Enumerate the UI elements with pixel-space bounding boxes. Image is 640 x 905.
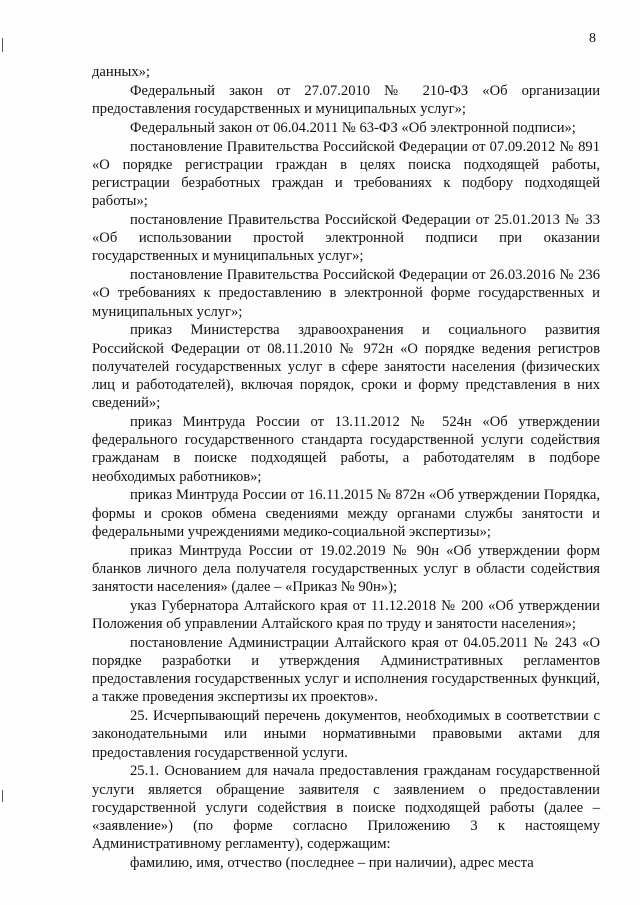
paragraph: приказ Минтруда России от 13.11.2012 № 524н «Об утверждении федерального государственного стандарта государственной услуги содействия гражданам в поиске подходящей работы, а работодателям в подборе необходимых работников»;	[92, 414, 600, 485]
paragraph: Федеральный закон от 06.04.2011 № 63-ФЗ «Об электронной подписи»;	[130, 119, 576, 136]
paragraph: постановление Администрации Алтайского края от 04.05.2011 № 243 «О порядке разработки и утверждения Административных регламентов предоставления государственных услуг и исполнения государственных функций, а также проведения экспертизы их проектов».	[92, 634, 600, 706]
section-heading-paragraph: 25. Исчерпывающий перечень документов, необходимых в соответствии с законодательными или иными нормативными правовыми актами для предоставления государственной услуги.	[92, 708, 600, 761]
paragraph: постановление Правительства Российской Федерации от 25.01.2013 № 33 «Об использовании простой электронной подписи при оказании государственных и муниципальных услуг»;	[92, 212, 600, 265]
paragraph: приказ Минтруда России от 16.11.2015 № 872н «Об утверждении Порядка, формы и сроков обмена сведениями между органами службы занятости и федеральными учреждениями медико-социальной экспертизы»;	[92, 487, 600, 540]
paragraph: Федеральный закон от 27.07.2010 № 210-ФЗ «Об организации предоставления государственных и муниципальных услуг»;	[92, 82, 600, 117]
paragraph: постановление Правительства Российской Федерации от 07.09.2012 № 891 «О порядке регистрации граждан в целях поиска подходящей работы, регистрации безработных граждан и требованиях к подбору подходящей работы»;	[92, 138, 600, 210]
scan-edge-mark	[2, 790, 3, 802]
paragraph: приказ Минтруда России от 19.02.2019 № 90н «Об утверждении форм бланков личного дела получателя государственных услуг в области содействия занятости населения» (далее – «Приказ № 90н»);	[92, 542, 600, 596]
scan-edge-mark	[2, 38, 3, 52]
paragraph: фамилию, имя, отчество (последнее – при наличии), адрес места	[130, 855, 534, 872]
page-number: 8	[589, 31, 596, 46]
paragraph: 25.1. Основанием для начала предоставления гражданам государственной услуги является обращение заявителя с заявлением о предоставлении государственной услуги содействия в поиске подходящей работы (далее – «заявление») (по форме согласно Приложению 3 к настоящему Административному регламенту), содержащим:	[92, 763, 600, 853]
paragraph: указ Губернатора Алтайского края от 11.12.2018 № 200 «Об утверждении Положения об управлении Алтайского края по труду и занятости населения»;	[92, 597, 600, 633]
paragraph: приказ Министерства здравоохранения и социального развития Российской Федерации от 08.11.2010 № 972н «О порядке ведения регистров получателей государственных услуг в сфере занятости населения (физических лиц и работодателей), включая порядок, сроки и форму представления в них сведений»;	[92, 322, 600, 412]
paragraph: постановление Правительства Российской Федерации от 26.03.2016 № 236 «О требованиях к предоставлению в электронной форме государственных и муниципальных услуг»;	[92, 267, 600, 320]
document-body	[92, 63, 600, 873]
paragraph: данных»;	[92, 64, 150, 80]
